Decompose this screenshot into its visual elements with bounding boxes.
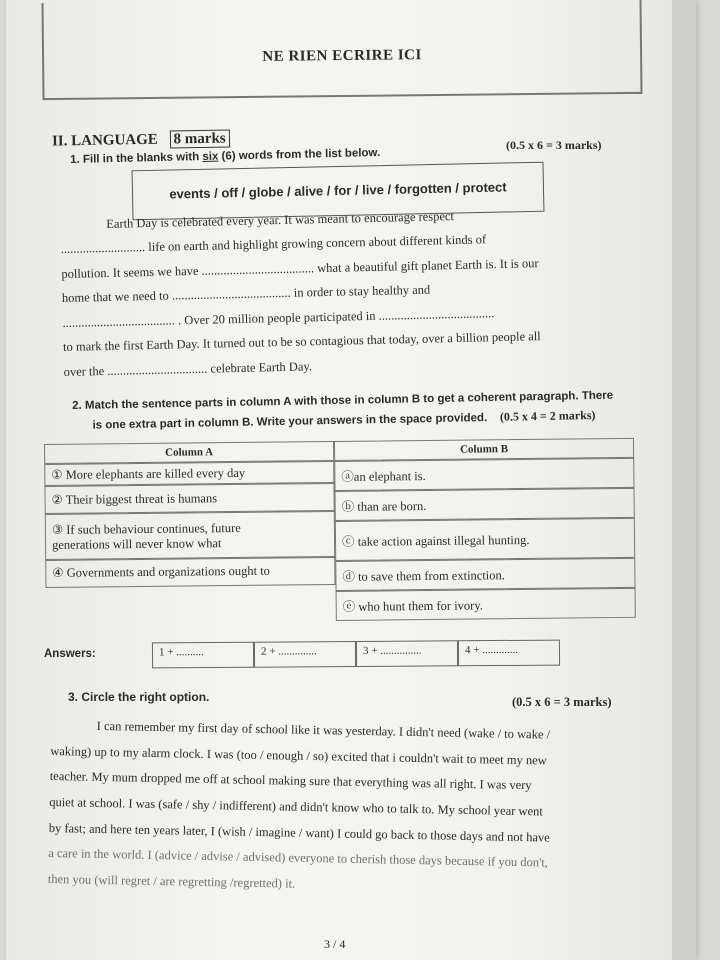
q1-line: pollution. It seems we have .................................... what a beautiful gift planet Earth is. It is our	[61, 255, 539, 281]
q1-line: to mark the first Earth Day. It turned out to be so contagious that today, over a billion people all	[62, 329, 541, 355]
answer-slot: 3 + ...............	[356, 640, 458, 667]
q3-line: by fast; and here ten years later, I (wish / imagine / want) I could go back to those days and not have	[48, 820, 550, 845]
q1-prompt	[70, 147, 380, 166]
q1-prompt-underlined: six	[202, 150, 219, 163]
q2-prompt-line1: Match the sentence parts in column A with those in column B to get a coherent paragraph. There	[84, 389, 614, 412]
q3-line: I can remember my first day of school like it was yesterday. I didn't need (wake / to wake /	[96, 719, 551, 742]
column-b-item: ⓓ to save them from extinction.	[335, 558, 635, 591]
q2-prompt-line2: is one extra part in column B. Write your answers in the space provided.	[92, 412, 488, 432]
q1-line: over the ................................ celebrate Earth Day.	[63, 359, 313, 379]
q1-marks: (0.5 x 6 = 3 marks)	[506, 138, 602, 152]
section-title	[52, 130, 230, 150]
section-title-text: II. LANGUAGE	[51, 131, 158, 150]
q3-line: teacher. My mum dropped me off at school making sure that everything was all right. I was very	[49, 769, 532, 793]
header-text: NE RIEN ECRIRE ICI	[262, 47, 422, 65]
q3-line: quiet at school. I was (safe / shy / indifferent) and didn't know who to talk to. My school year went	[49, 795, 543, 819]
exam-page	[6, 0, 696, 960]
column-b-header: Column B	[334, 438, 634, 461]
column-a-item-3-line2: generations will never know what	[51, 535, 222, 552]
answers-row	[152, 640, 560, 669]
column-a-item: ① More elephants are killed every day	[44, 461, 334, 486]
column-a-item: ② Their biggest threat is humans	[44, 483, 334, 514]
word-list-box: events / off / globe / alive / for / live / forgotten / protect	[132, 162, 545, 221]
q1-line: Earth Day is celebrated every year. It was meant to encourage respect	[106, 208, 455, 231]
section-marks: 8 marks	[169, 129, 229, 148]
q3-paragraph	[48, 713, 641, 903]
q3-marks: (0.5 x 6 = 3 marks)	[512, 695, 612, 709]
q1-line: ........................... life on earth and highlight growing concern about different kinds of	[60, 232, 487, 257]
column-b-item: ⓒ take action against illegal hunting.	[335, 518, 635, 561]
q2-number: 2.	[72, 399, 82, 412]
column-a-item: ④ Governments and organizations ought to	[45, 557, 335, 588]
q3-line: waking) up to my alarm clock. I was (too / enough / so) excited that i couldn't wait to meet my new	[50, 743, 547, 768]
answer-slot: 2 + ..............	[254, 641, 356, 668]
q1-line: home that we need to ...................................... in order to stay healthy and	[61, 282, 431, 306]
q2-marks: (0.5 x 4 = 2 marks)	[499, 407, 596, 424]
column-a-item-3-line1: ③ If such behaviour continues, future	[51, 520, 241, 537]
answers-label: Answers:	[44, 648, 96, 660]
page-edge	[672, 0, 696, 960]
q1-paragraph	[60, 200, 638, 384]
q1-prompt-a: Fill in the blanks with	[82, 150, 203, 166]
answer-slot: 4 + .............	[458, 640, 560, 667]
column-a-header: Column A	[44, 441, 334, 464]
column-b-item: ⓐan elephant is.	[334, 458, 634, 491]
q1-prompt-b: (6) words from the list below.	[218, 146, 381, 163]
q1-number: 1.	[70, 153, 80, 166]
q2-prompt	[72, 387, 614, 436]
q3-line: then you (will regret / are regretting /regretted) it.	[47, 871, 296, 891]
q1-line: .................................... . Over 20 million people participated in .....................................	[62, 305, 495, 330]
q3-prompt	[68, 690, 209, 704]
q3-prompt-text: Circle the right option.	[81, 690, 210, 704]
column-b-item: ⓑ than are born.	[335, 488, 635, 521]
column-b-item: ⓔ who hunt them for ivory.	[336, 588, 636, 621]
answer-slot: 1 + ..........	[152, 642, 254, 669]
page-number: 3 / 4	[324, 937, 346, 951]
do-not-write-box	[42, 0, 643, 100]
column-a-item-3	[45, 511, 335, 560]
q3-number: 3.	[68, 690, 79, 704]
q3-line: a care in the world. I (advice / advise / advised) everyone to cherish those days because if you don't,	[48, 846, 549, 870]
